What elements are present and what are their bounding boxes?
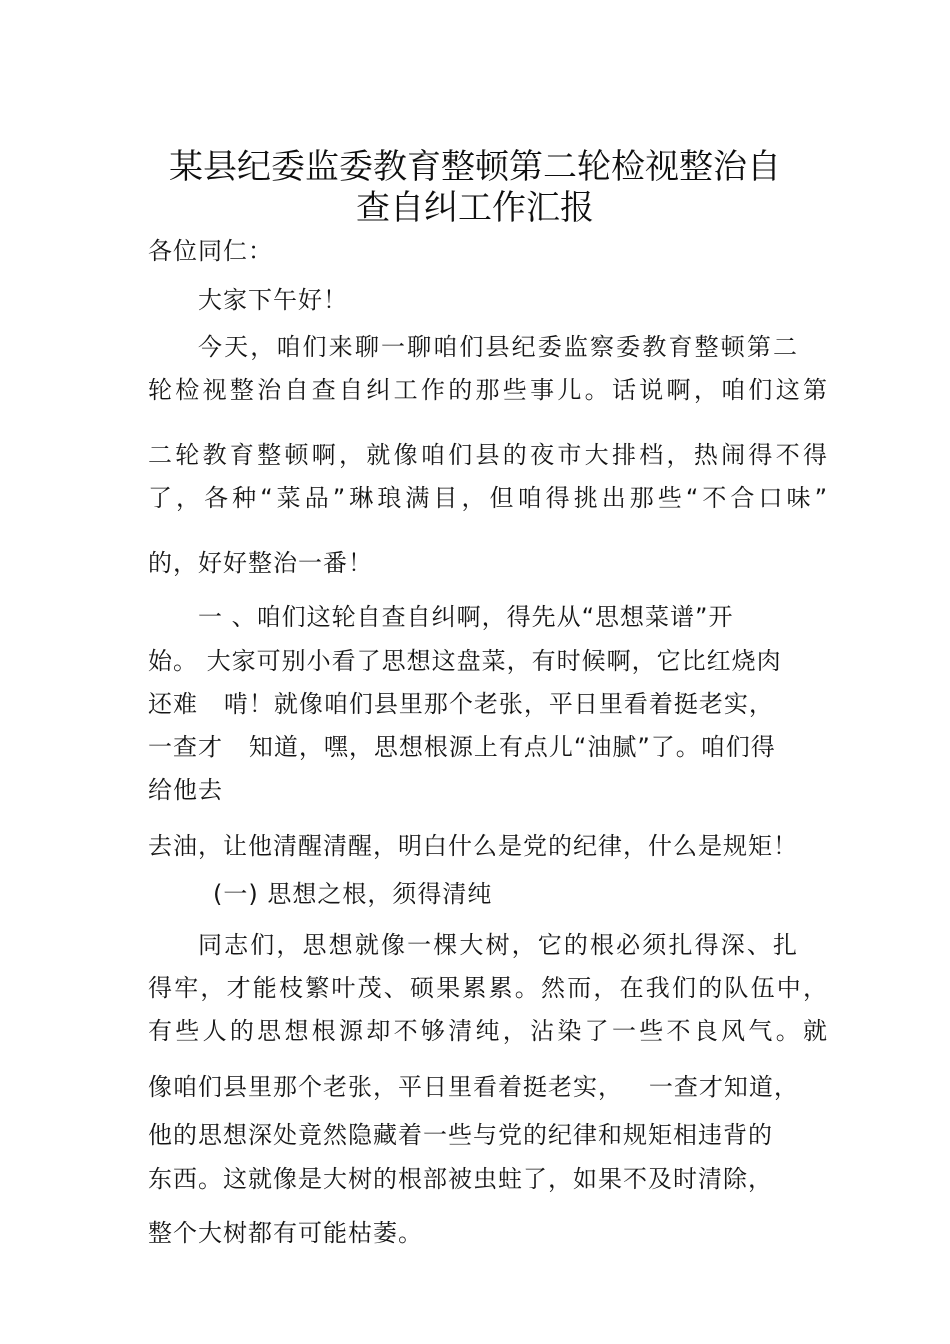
paragraph-line: 同志们，思想就像一棵大树，它的根必须扎得深、扎 bbox=[198, 931, 798, 959]
document-title-line-2: 查自纠工作汇报 bbox=[356, 188, 594, 228]
paragraph-line: 二轮教育整顿啊，就像咱们县的夜市大排档，热闹得不得 bbox=[148, 441, 828, 469]
paragraph-line: 像咱们县里那个老张，平日里看着挺老实， 一查才知道， bbox=[148, 1073, 799, 1101]
paragraph-line: 还难 啃！就像咱们县里那个老张，平日里看着挺老实， bbox=[148, 690, 774, 718]
paragraph-line: 给他去 bbox=[148, 776, 223, 804]
paragraph-line: 去油，让他清醒清醒，明白什么是党的纪律，什么是规矩！ bbox=[148, 832, 798, 860]
salutation: 各位同仁： bbox=[148, 237, 273, 265]
paragraph-line: 有些人的思想根源却不够清纯，沾染了一些不良风气。就 bbox=[148, 1017, 828, 1045]
subsection-heading: (一) 思想之根，须得清纯 bbox=[213, 880, 493, 908]
greeting: 大家下午好！ bbox=[198, 286, 348, 314]
paragraph-line: 得牢，才能枝繁叶茂、硕果累累。然而，在我们的队伍中， bbox=[148, 974, 828, 1002]
paragraph-line: 始。 大家可别小看了思想这盘菜，有时候啊，它比红烧肉 bbox=[148, 647, 782, 675]
document-title-line-1: 某县纪委监委教育整顿第二轮检视整治自 bbox=[169, 147, 781, 187]
paragraph-line: 轮检视整治自查自纠工作的那些事儿。话说啊，咱们这第 bbox=[148, 376, 828, 404]
paragraph-line: 整个大树都有可能枯萎。 bbox=[148, 1219, 423, 1247]
paragraph-line: 东西。这就像是大树的根部被虫蛀了，如果不及时清除， bbox=[148, 1165, 773, 1193]
paragraph-line: 的，好好整治一番！ bbox=[148, 549, 373, 577]
paragraph-line: 了，各种“菜品”琳琅满目，但咱得挑出那些“不合口味” bbox=[148, 484, 828, 512]
section-heading-one: 一 、咱们这轮自查自纠啊，得先从“思想菜谱”开 bbox=[198, 603, 734, 631]
paragraph-line: 今天，咱们来聊一聊咱们县纪委监察委教育整顿第二 bbox=[198, 333, 798, 361]
paragraph-line: 他的思想深处竟然隐藏着一些与党的纪律和规矩相违背的 bbox=[148, 1121, 773, 1149]
paragraph-line: 一查才 知道，嘿，思想根源上有点儿“油腻”了。咱们得 bbox=[148, 733, 776, 761]
